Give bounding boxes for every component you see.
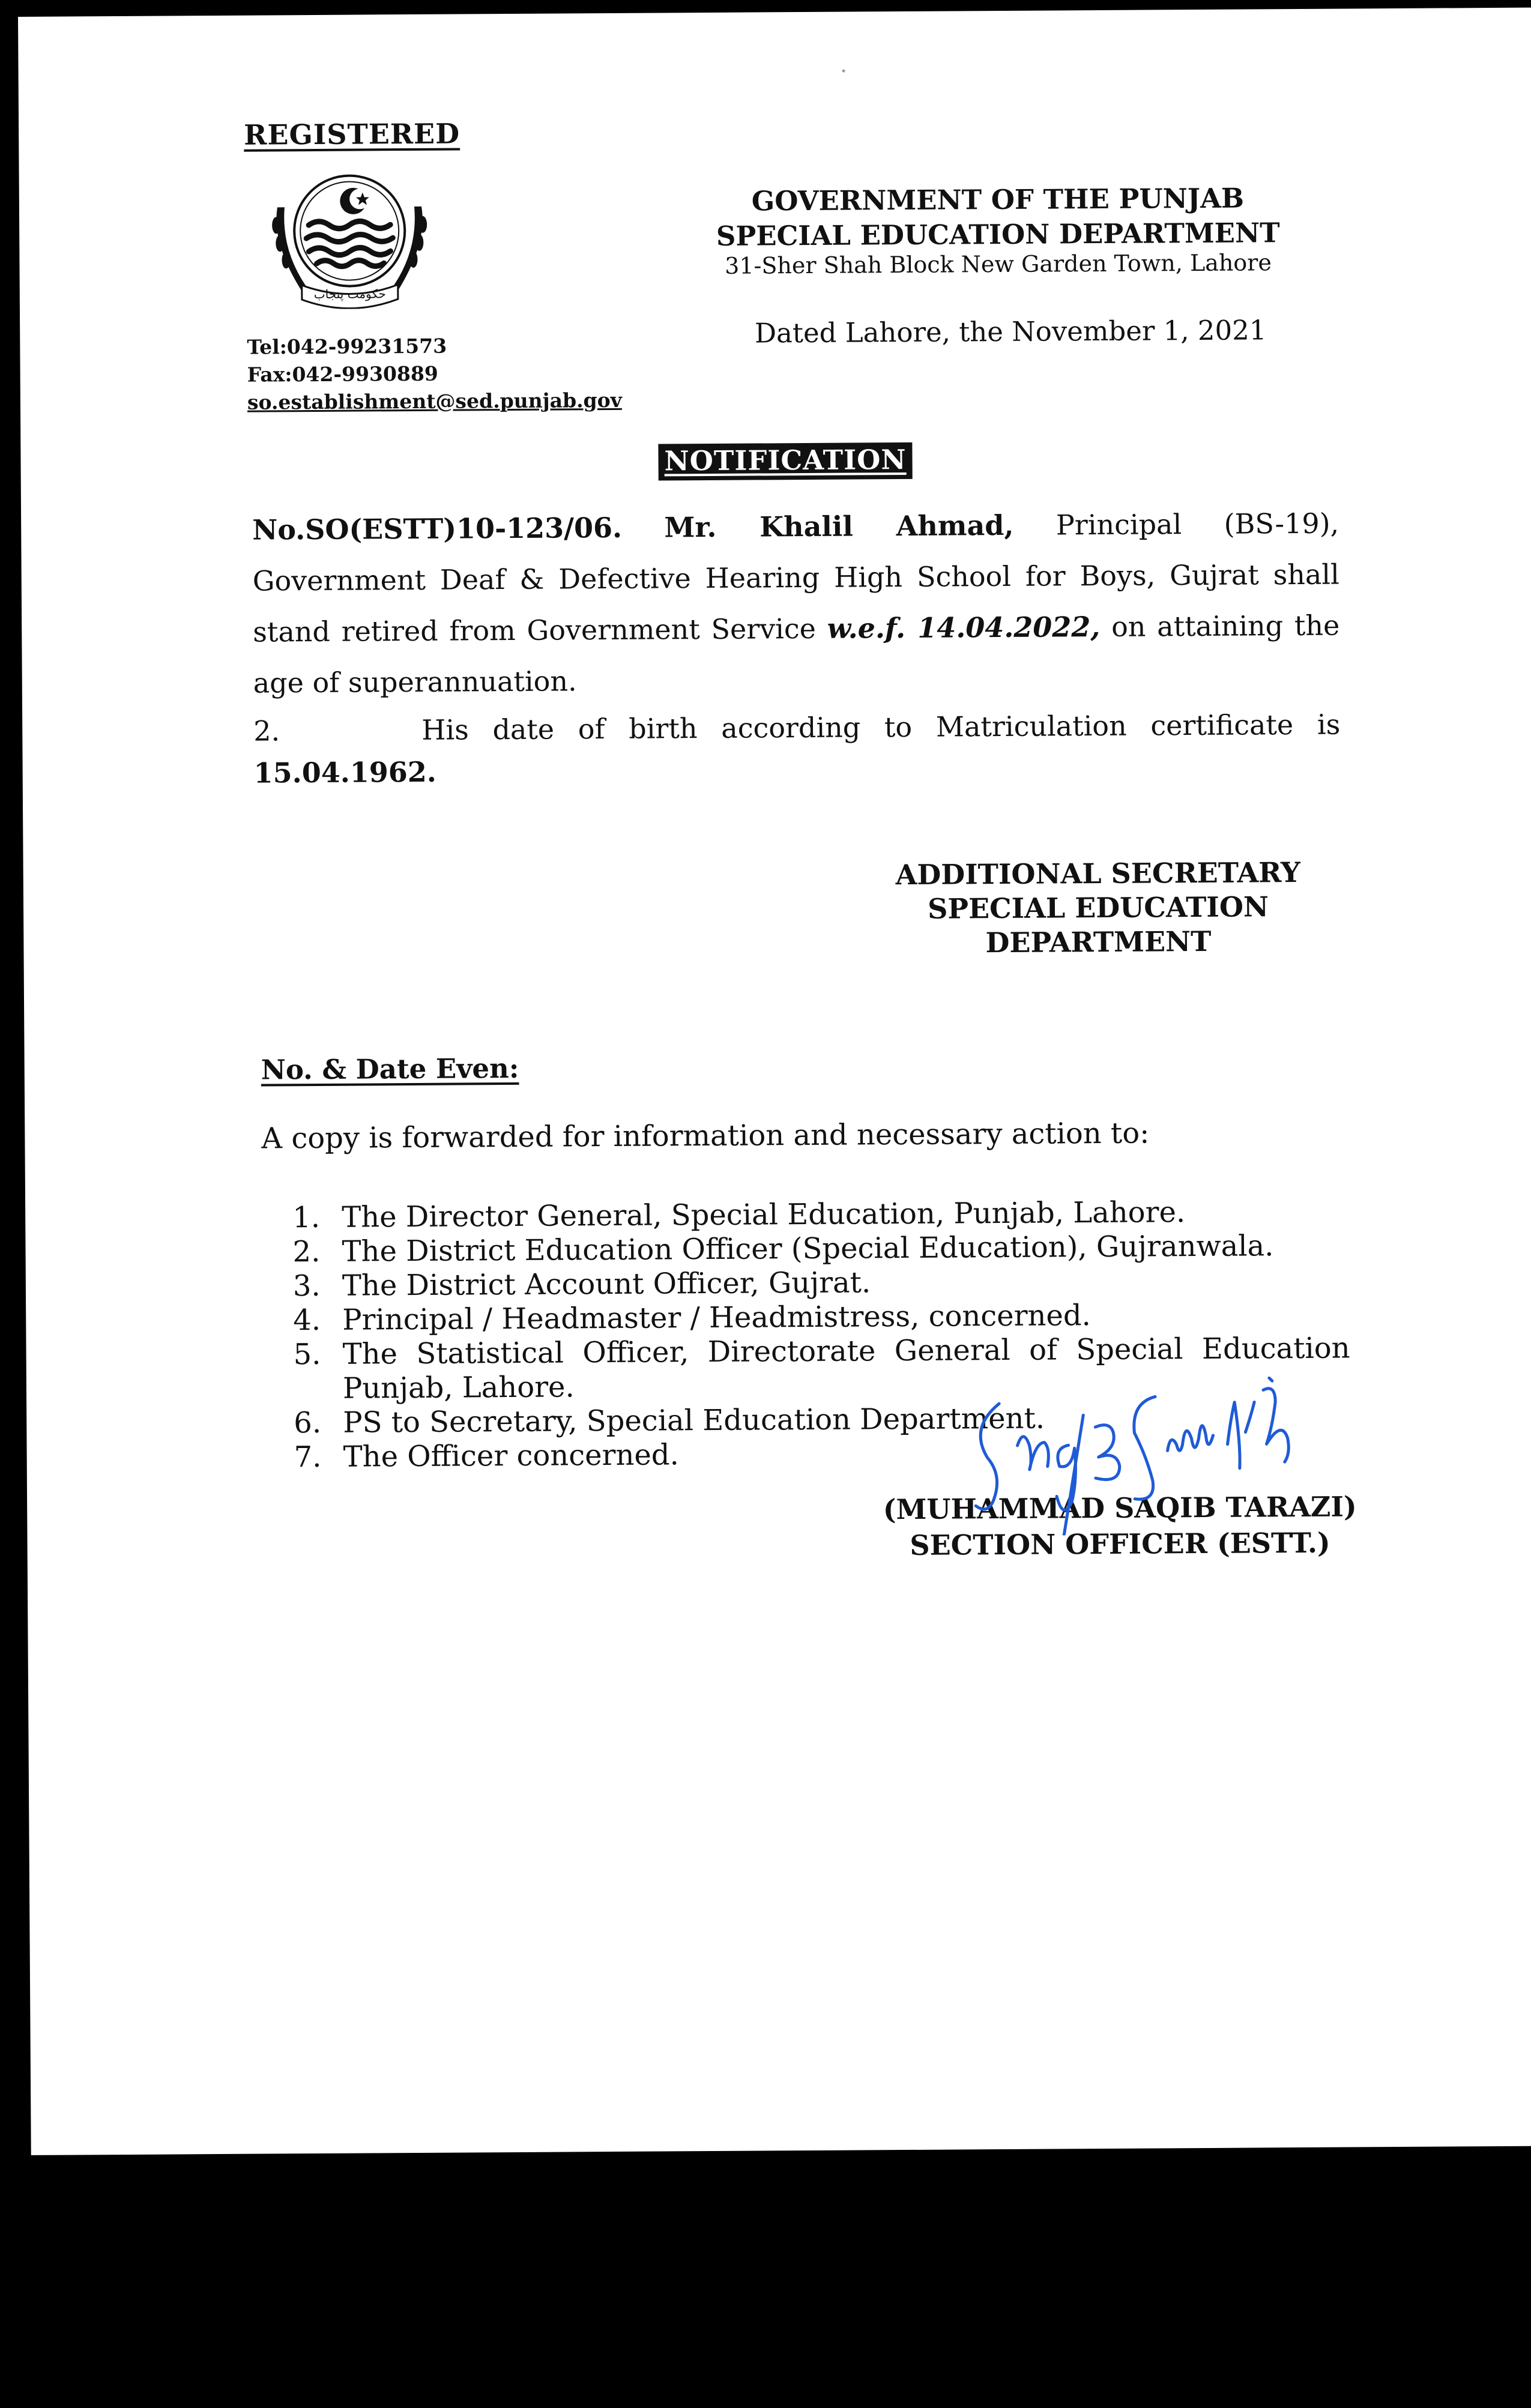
list-item [292,1228,1349,1269]
list-item [292,1194,1349,1235]
notification-paragraph-2 [253,699,1341,790]
item-text: The Director General, Special Education, Punjab, Lahore. [342,1195,1186,1234]
signatory-line-1: ADDITIONAL SECRETARY [895,855,1300,892]
paragraph-2-text: His date of birth according to Matriculation certificate is [421,708,1341,746]
telephone: Tel:042-99231573 [247,334,447,359]
item-number: 3. [292,1269,321,1303]
gov-line-2: SPECIAL EDUCATION DEPARTMENT [716,217,1280,252]
list-item [293,1263,1350,1303]
item-text: The Statistical Officer, Directorate General of Special Education Punjab, Lahore. [342,1331,1350,1405]
signatory-line-3: DEPARTMENT [985,925,1212,959]
punjab-government-seal-icon [259,164,440,310]
department-address: 31-Sher Shah Block New Garden Town, Lahore [725,249,1272,279]
effective-date: w.e.f. 14.04.2022, [827,611,1101,645]
seal-text: حکومت پنجاب [313,286,386,301]
document-page [18,8,1531,2155]
item-text: The District Education Officer (Special Education), Gujranwala. [342,1229,1274,1269]
officer-name: (MUHAMMAD SAQIB TARAZI) [883,1490,1357,1526]
item-text: PS to Secretary, Special Education Department. [343,1401,1045,1440]
registered-label: REGISTERED [244,117,461,151]
paragraph-1-text-b: on attaining the age of superannuation. [253,609,1340,699]
employee-name: Mr. Khalil Ahmad, [664,508,1014,544]
item-text: The Officer concerned. [343,1438,679,1474]
notification-title: NOTIFICATION [658,442,912,481]
item-number: 7. [294,1440,322,1474]
item-number: 4. [293,1303,321,1338]
item-text: Principal / Headmaster / Headmistress, concerned. [342,1299,1092,1337]
paragraph-2-number: 2. [253,714,280,747]
copy-forward-intro: A copy is forwarded for information and necessary action to: [261,1116,1150,1156]
scan-speck [842,70,845,73]
signatory-block [864,855,1333,961]
fax: Fax:042-9930889 [247,361,438,387]
reference-number: No.SO(ESTT)10-123/06. [252,511,623,546]
officer-designation: SECTION OFFICER (ESTT.) [910,1526,1330,1562]
paragraph-1-text-a: Principal (BS-19), Government Deaf & Defective Hearing High School for Boys, Gujrat shall stand retired from Government Service [252,507,1339,648]
email-link[interactable]: so.establishment@sed.punjab.gov [247,388,622,414]
dated-line: Dated Lahore, the November 1, 2021 [754,314,1267,349]
item-number: 2. [292,1234,321,1269]
list-item [293,1297,1350,1338]
gov-line-1: GOVERNMENT OF THE PUNJAB [751,182,1245,217]
date-of-birth: 15.04.1962. [253,755,436,789]
item-number: 5. [293,1337,321,1372]
item-number: 1. [292,1200,321,1235]
no-and-date-heading: No. & Date Even: [261,1052,519,1086]
contact-block [247,331,622,417]
department-title [698,181,1299,254]
item-text: The District Account Officer, Gujrat. [342,1266,871,1303]
item-number: 6. [294,1405,322,1440]
notification-paragraph-1 [252,498,1340,709]
signatory-line-2: SPECIAL EDUCATION [928,890,1269,925]
handwritten-signature-icon [963,1353,1360,1536]
